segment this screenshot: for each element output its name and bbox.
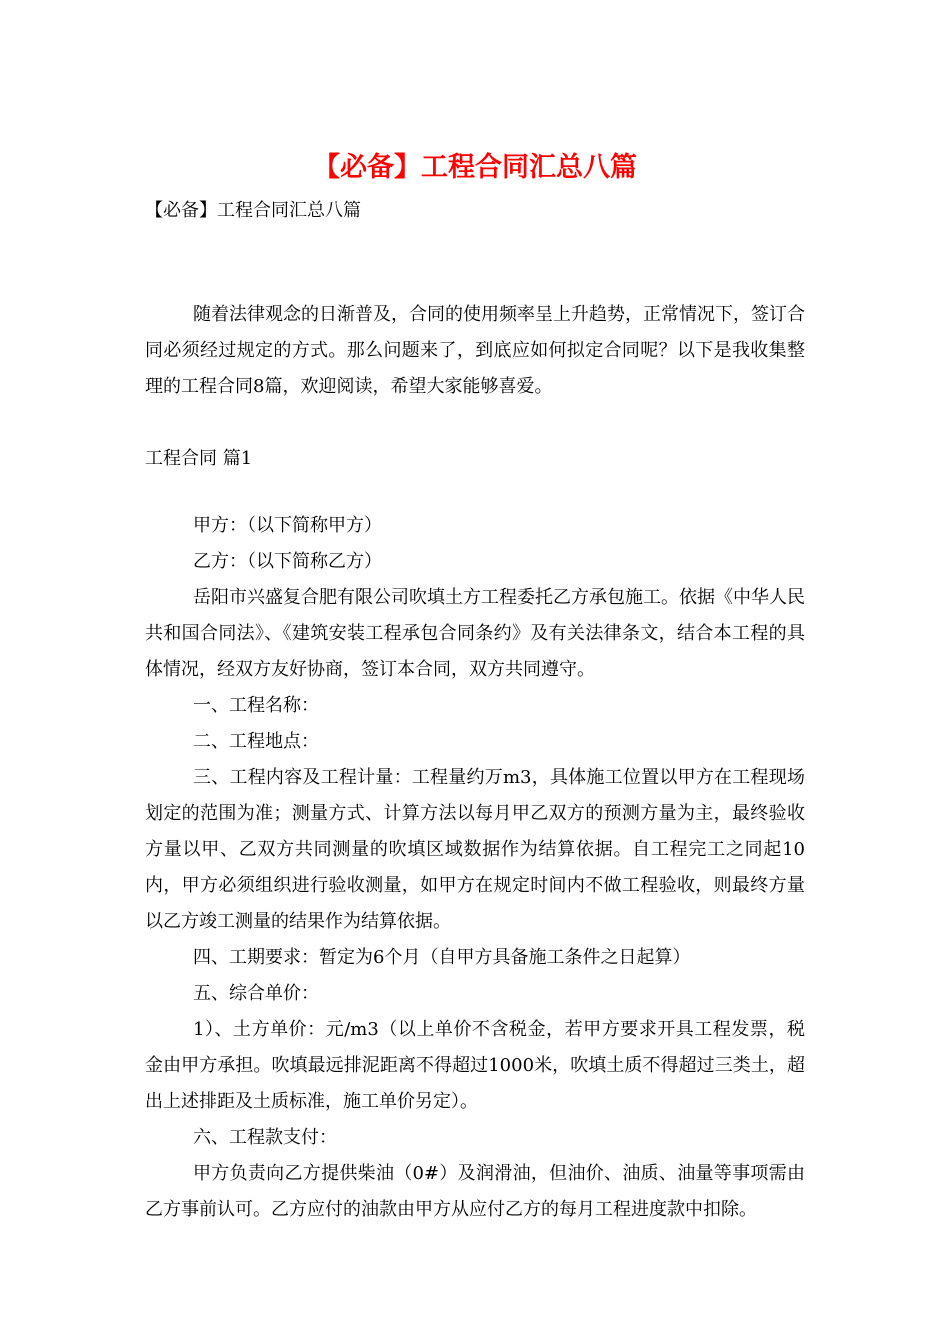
clause-project-location: 二、工程地点： [193, 731, 319, 752]
section-heading: 工程合同 篇1 [145, 448, 253, 469]
party-a-line: 甲方：（以下简称甲方） [193, 515, 382, 536]
document-title: 【必备】工程合同汇总八篇 [313, 152, 637, 183]
document-subtitle: 【必备】工程合同汇总八篇 [145, 200, 361, 221]
clause-project-name: 一、工程名称： [193, 695, 319, 716]
clause-payment: 六、工程款支付： [193, 1127, 337, 1148]
party-b-line: 乙方：（以下简称乙方） [193, 551, 382, 572]
clause-schedule: 四、工期要求：暂定为6个月（自甲方具备施工条件之日起算） [193, 947, 691, 968]
clause-project-scope: 三、工程内容及工程计量：工程量约万m3，具体施工位置以甲方在工程现场划定的范围为准；测量方式、计算方法以每月甲乙双方的预测方量为主，最终验收方量以甲、乙双方共同测量的吹填区域数据作为结算依据。自工程完工之同起10内，甲方必须组织进行验收测量，如甲方在规定时间内不做工程验收，则最终方量以乙方竣工测量的结果作为结算依据。 [145, 767, 805, 932]
clause-fuel-supply: 甲方负责向乙方提供柴油（0#）及润滑油，但油价、油质、油量等事项需由乙方事前认可。乙方应付的油款由甲方从应付乙方的每月工程进度款中扣除。 [145, 1163, 805, 1220]
contract-preamble: 岳阳市兴盛复合肥有限公司吹填土方工程委托乙方承包施工。依据《中华人民共和国合同法》、《建筑安装工程承包合同条约》及有关法律条文，结合本工程的具体情况，经双方友好协商，签订本合同，双方共同遵守。 [145, 587, 805, 680]
intro-paragraph: 随着法律观念的日渐普及，合同的使用频率呈上升趋势，正常情况下，签订合同必须经过规定的方式。那么问题来了，到底应如何拟定合同呢？以下是我收集整理的工程合同8篇，欢迎阅读，希望大家能够喜爱。 [145, 304, 805, 397]
clause-earthwork-price: 1）、土方单价：元/m3（以上单价不含税金，若甲方要求开具工程发票，税金由甲方承担。吹填最远排泥距离不得超过1000米，吹填土质不得超过三类土，超出上述排距及土质标准，施工单价另定）。 [145, 1019, 805, 1112]
clause-unit-price: 五、综合单价： [193, 983, 319, 1004]
contract-body [145, 508, 805, 1228]
